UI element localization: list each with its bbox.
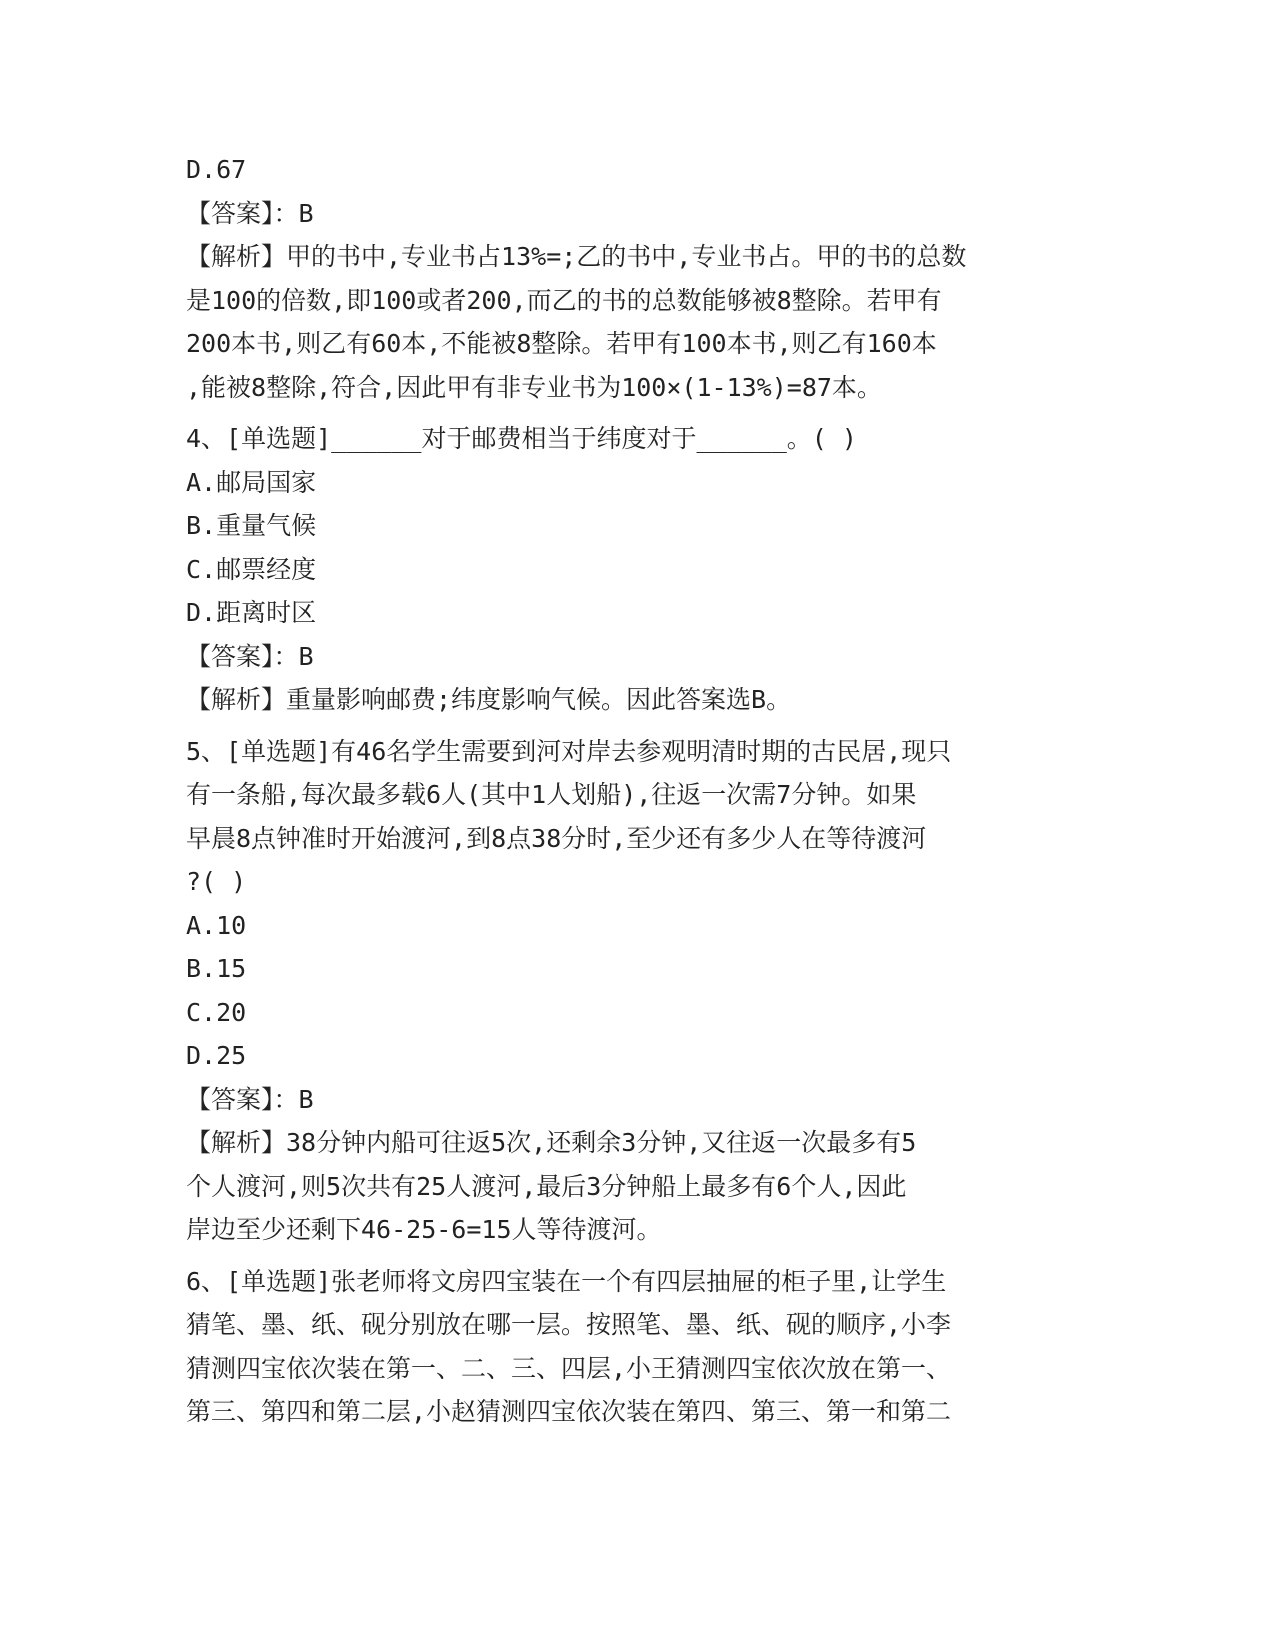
question-3-tail	[186, 148, 1086, 409]
analysis-line: 【解析】甲的书中,专业书占13%=;乙的书中,专业书占。甲的书的总数	[186, 242, 967, 271]
analysis-line: 岸边至少还剩下46-25-6=15人等待渡河。	[186, 1215, 662, 1244]
question-6	[186, 1260, 1086, 1434]
analysis-line: 【解析】38分钟内船可往返5次,还剩余3分钟,又往返一次最多有5	[186, 1128, 917, 1157]
question-stem-line: 猜测四宝依次装在第一、二、三、四层,小王猜测四宝依次放在第一、	[186, 1353, 952, 1383]
question-stem-line: 第三、第四和第二层,小赵猜测四宝依次装在第四、第三、第一和第二	[186, 1397, 952, 1426]
question-4	[186, 417, 1086, 722]
option-c: C.邮票经度	[186, 554, 317, 584]
question-5	[186, 730, 1086, 1252]
option-d: D.67	[186, 155, 247, 184]
analysis-line: ,能被8整除,符合,因此甲有非专业书为100×(1-13%)=87本。	[186, 372, 882, 402]
question-stem-line: 有一条船,每次最多载6人(其中1人划船),往返一次需7分钟。如果	[186, 780, 917, 809]
answer: 【答案】：B	[186, 1084, 314, 1114]
question-stem-line: 早晨8点钟准时开始渡河,到8点38分时,至少还有多少人在等待渡河	[186, 823, 927, 853]
question-stem-line: ?( )	[186, 867, 247, 896]
option-b: B.15	[186, 954, 247, 983]
document-page	[186, 148, 1086, 1434]
answer: 【答案】：B	[186, 198, 314, 228]
option-c: C.20	[186, 997, 247, 1027]
analysis-line: 200本书,则乙有60本,不能被8整除。若甲有100本书,则乙有160本	[186, 329, 937, 358]
option-d: D.25	[186, 1041, 247, 1070]
analysis-line: 是100的倍数,即100或者200,而乙的书的总数能够被8整除。若甲有	[186, 285, 942, 315]
question-stem-line: 6、[单选题]张老师将文房四宝装在一个有四层抽屉的柜子里,让学生	[186, 1266, 947, 1296]
option-a: A.10	[186, 910, 247, 940]
question-stem-line: 5、[单选题]有46名学生需要到河对岸去参观明清时期的古民居,现只	[186, 736, 952, 766]
option-b: B.重量气候	[186, 511, 317, 540]
option-d: D.距离时区	[186, 598, 317, 627]
question-stem: 4、[单选题]______对于邮费相当于纬度对于______。( )	[186, 424, 857, 453]
analysis-line: 【解析】重量影响邮费;纬度影响气候。因此答案选B。	[186, 685, 792, 714]
analysis-line: 个人渡河,则5次共有25人渡河,最后3分钟船上最多有6个人,因此	[186, 1171, 907, 1201]
answer: 【答案】：B	[186, 641, 314, 671]
question-stem-line: 猜笔、墨、纸、砚分别放在哪一层。按照笔、墨、纸、砚的顺序,小李	[186, 1310, 952, 1339]
option-a: A.邮局国家	[186, 467, 317, 497]
